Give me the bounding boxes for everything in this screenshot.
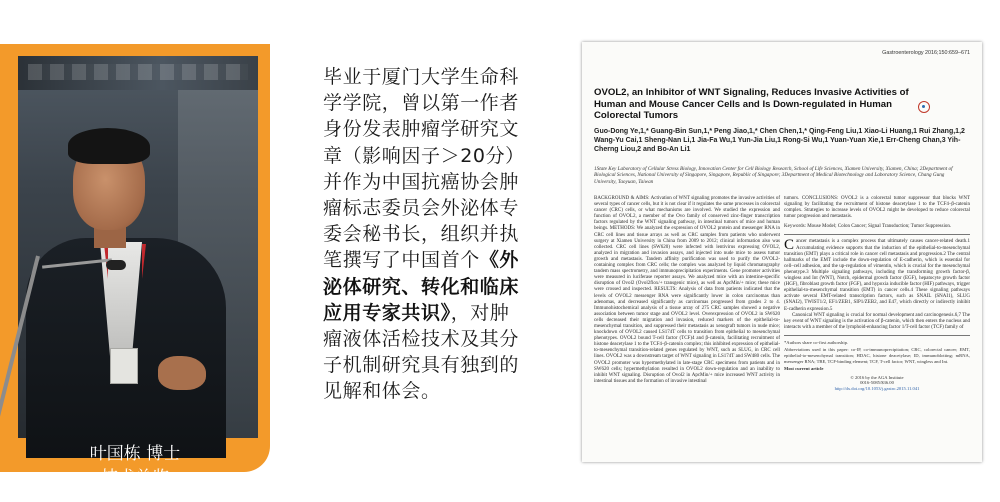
most-current-article: Most current article bbox=[784, 366, 824, 372]
journal-reference: Gastroenterology 2016;150:659–671 bbox=[882, 50, 970, 56]
profile-title: 技术总监 bbox=[101, 468, 169, 488]
doi-link[interactable]: http://dx.doi.org/10.1053/j.gastro.2015.11.041 bbox=[834, 386, 920, 392]
profile-caption bbox=[0, 442, 270, 502]
paper-affiliations: 1State Key Laboratory of Cellular Stress Biology, Innovation Center for Cell Biology Research, School of Life Sciences, Xiamen University, Xiamen, China; 2Department of Biological Sciences, National University of Singapore, Singapore, Republic of Singapore; 3Department of Medical Biotechnology and Laboratory Science, Chang Gung University, Taoyuan, Taiwan bbox=[594, 166, 953, 185]
intro-paragraph-2: Canonical WNT signaling is crucial for normal development and carcinogenesis.6,7 The key event of WNT signaling is the activation of β-catenin, which then enters the nucleus and interacts with a member of the lymphoid-enhancing factor 1/T-cell factor (TCF) family of bbox=[784, 312, 970, 330]
backdrop-banner bbox=[18, 56, 258, 90]
name-badge bbox=[110, 348, 138, 384]
abstract-conclusion: tumors. CONCLUSIONS: OVOL2 is a colorectal tumor suppressor that blocks WNT signaling by facilitating the recruitment of histone deacetylase 1 to the TCF4–β-catenin complex. Strategies to increase levels of OVOL2 might be developed to reduce colorectal tumor progression and metastasis. bbox=[784, 196, 970, 220]
intro-dropcap: C bbox=[784, 237, 795, 254]
introduction bbox=[784, 239, 970, 312]
footnote: *Authors share co-first authorship. bbox=[784, 339, 849, 345]
profile-photo bbox=[18, 56, 258, 438]
abbreviations: Abbreviations used in this paper: co-IP, co-immunoprecipitation; CRC, colorectal cancer; EMT, epithelial-to-mesenchymal transition; HDAC, histone deacetylase; ID, immunoblotting; mRNA, messenger RNA; TBE, TCF-binding element; TCF, T-cell factor; WNT, wingless and Int. bbox=[784, 347, 970, 364]
bio-part-1: 毕业于厦门大学生命科学学院，曾以第一作者身份发表肿瘤学研究文章（影响因子＞20分）并作为中国抗癌协会肿瘤标志委员会外泌体专委会秘书长，组织并执笔撰写了中国首个 bbox=[323, 66, 525, 272]
profile-name: 叶国栋 博士 bbox=[89, 444, 181, 464]
abstract-left-column bbox=[594, 196, 780, 448]
divider bbox=[784, 234, 970, 235]
profile-card bbox=[0, 44, 270, 488]
paper-authors: Guo-Dong Ye,1,* Guang-Bin Sun,1,* Peng Jiao,1,* Chen Chen,1,* Qing-Feng Liu,1 Xiao-Li Huang,1 Rui Zhang,1,2 Wang-Yu Cai,1 Sheng-Nan Li,1 Jia-Fa Wu,1 Yun-Jia Liu,1 Rong-Si Wu,1 Yuan-Yuan Xie,1 Err-Cheng Chan,3 Yih-Cherng Liou,2 and Bo-An Li1 bbox=[594, 128, 965, 153]
divider bbox=[784, 335, 970, 336]
bio-text bbox=[323, 64, 529, 405]
paper-title: OVOL2, an Inhibitor of WNT Signaling, Reduces Invasive Activities of Human and Mouse Cancer Cells and Is Down-regulated in Human Colorectal Tumors bbox=[594, 87, 909, 122]
copyright: © 2016 by the AGA Institute bbox=[850, 374, 904, 380]
copyright-block bbox=[784, 375, 970, 392]
microphone-icon bbox=[106, 260, 126, 270]
intro-paragraph-1: ancer metastasis is a complex process that ultimately causes cancer-related death.1 Accumulating evidence supports that the induction of the epithelial-to-mesenchymal transition (EMT) plays a critical role in cancer cell metastasis and progression.2 The central hallmarks of the EMT include the down-regulation of E-cadherin, which is essential for cell–cell adhesion, and the up-regulation of vimentin, which is crucial for the mesenchymal phenotype.3 Multiple signaling pathways, including the transforming growth factor-β, wingless and Int (WNT), Notch, epidermal growth factor (EGF), hepatocyte growth factor (HGF), fibroblast growth factor (FGF), and hypoxia inducible factor (HIF) pathways, trigger epithelial-to-mesenchymal transition (EMT) in cancer cells.4 These signaling pathways activate several EMT-related transcription factors, such as SNAIL (SNAI1), SLUG (SNAI2), TWIST1/2, EF1/ZEB1, SIP1/ZEB2, and E47, which directly or indirectly inhibit E-cadherin expression.5 bbox=[784, 239, 970, 312]
crossmark-icon bbox=[918, 101, 930, 113]
bio-part-2: ，对肿瘤液体活检技术及其分子机制研究具有独到的见解和体会。 bbox=[323, 301, 520, 403]
abstract-right-column bbox=[784, 196, 970, 448]
speaker-hair bbox=[68, 128, 150, 164]
issn: 0016-5085/$36.00 bbox=[860, 380, 894, 386]
abstract-left-text: BACKGROUND & AIMS: Activation of WNT signaling promotes the invasive activities of several types of cancer cells, but it is not clear if it regulates the same processes in colorectal cancer (CRC) cells, or what mechanisms are involved. We studied the expression and function of OVOL2, a member of the Ovo family of conserved zinc-finger transcription factors regulated by the WNT signaling pathway, in intestinal tumors of mice and human beings. METHODS: We analyzed the expression of OVOL2 protein and messenger RNA in CRC cell lines and tissue arrays as well as CRC samples from patients who underwent surgery at Xiamen University in China from 2009 to 2012; clinical information also was collected. CRC cell lines (SW620) were infected with lentivirus expressing OVOL2, analyzed in migration and invasion assays, and injected into nude mice to assess tumor growth and metastasis. Tandem affinity purification was used to purify the OVOL2-containing complex from CRC cells; the complex was analyzed by liquid chromatography tandem mass spectrometry, and immunoprecipitation experiments. Gene promoter activities were measured in luciferase reporter assays. We analyzed mice with an intestine-specific disruption of Ovol2 (Ovol2flox/+ transgenic mice), as well as ApcMin/+ mice; these mice were crossed and inspected. RESULTS: Analysis of data from patients indicated that the levels of OVOL2 messenger RNA were significantly lower in colon carcinomas than adenomas, and decreased significantly as carcinomas progressed from grades 2 to 4. Immunohistochemical analysis of a tissue array of 275 CRC samples showed a negative association between tumor stage and OVOL2 level. Overexpression of OVOL2 in SW620 cells decreased their migration and invasion, reduced markers of the epithelial-to-mesenchymal transition, and suppressed their metastasis as xenograft tumors in nude mice; knockdown of OVOL2 caused LS174T cells to transition from epithelial to mesenchymal phenotypes. OVOL2 bound T-cell factor (TCF)4 and β-catenin, facilitating recruitment of histone deacetylase 1 to the TCF4–β-catenin complex; this inhibited expression of epithelial-to-mesenchymal transition-related genes regulated by WNT, such as SLUG, in CRC cell lines. OVOL2 was a downstream target of WNT signaling in LS174T and SW480 cells. The OVOL2 promoter was hypermethylated in late-stage CRC specimens from patients and in SW620 cells; hypermethylation resulted in OVOL2 down-regulation and an inability to inhibit WNT signaling. Disruption of Ovol2 in ApcMin/+ mice increased WNT activity in intestinal tissues and the formation of invasive intestinal bbox=[594, 196, 780, 384]
banner-lettering bbox=[28, 64, 248, 80]
bio-highlight: 《外泌体研究、转化和临床应用专家共识》 bbox=[323, 249, 520, 324]
paper-page bbox=[582, 42, 982, 462]
paper-keywords: Keywords: Mouse Model; Colon Cancer; Signal Transduction; Tumor Suppression. bbox=[784, 224, 952, 230]
speaker-hand bbox=[158, 356, 206, 390]
